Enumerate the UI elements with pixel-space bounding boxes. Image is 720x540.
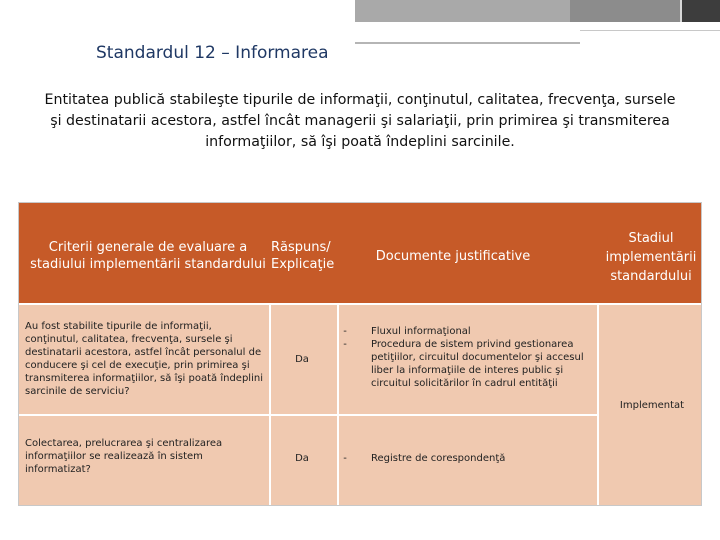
row2-document-1: Registre de corespondenţă [371,453,506,464]
evaluation-table [18,202,702,506]
row1-answer: Da [295,354,309,365]
row2-answer: Da [295,453,309,464]
row1-criteria: Au fost stabilite tipurile de informaţii, conţinutul, calitatea, frecvenţa, sursele şi destinatarii acestora, astfel încât personalul de conducere şi cel de execuţie, prin primirea şi transmiterea informaţiilor, să îşi poată îndeplini sarcinile de serviciu? [25,321,263,397]
row2-criteria: Colectarea, prelucrarea şi centralizarea informaţiilor se realizează în sistem informatizat? [25,438,223,475]
status-value: Implementat [619,400,685,411]
intro-paragraph: Entitatea publică stabileşte tipurile de informaţii, conţinutul, calitatea, frecvenţa, sursele şi destinatarii acestora, astfel încât managerii şi salariaţii, prin primirea şi transmiterea informaţiilor, să îşi poată îndeplini sarcinile. [44,92,676,150]
row2-bullet-1: - [343,453,347,464]
row1-documents [371,325,596,390]
column-divider-1 [269,303,271,505]
row1-document-1: Fluxul informaţional [371,326,471,337]
row1-bullets [339,325,351,351]
title-accent-line [580,30,720,31]
table-header [19,203,701,303]
header-status: Stadiul implementării standardului [605,231,697,284]
top-decor-bar-mid [570,0,680,22]
header-answer: Răspuns/ Explicaţie [271,240,335,272]
row1-bullet-2: - [343,339,347,350]
top-decor-separator [680,0,682,22]
row-divider [19,414,597,416]
row1-document-2: Procedura de sistem privind gestionarea petiţiilor, circuitul documentelor şi accesul liber la informaţiile de interes public şi circuitul solicitărilor în cadrul entităţii [371,339,584,389]
top-decor-bar-dark [680,0,720,22]
header-documents: Documente justificative [375,249,531,264]
top-decor-bar-light [355,0,570,22]
row1-bullet-1: - [343,326,347,337]
title-underline-decor [355,42,580,44]
header-criteria: Criterii generale de evaluare a stadiului implementării standardului [30,240,266,272]
column-divider-3 [597,303,599,505]
slide-title: Standardul 12 – Informarea [96,43,329,63]
